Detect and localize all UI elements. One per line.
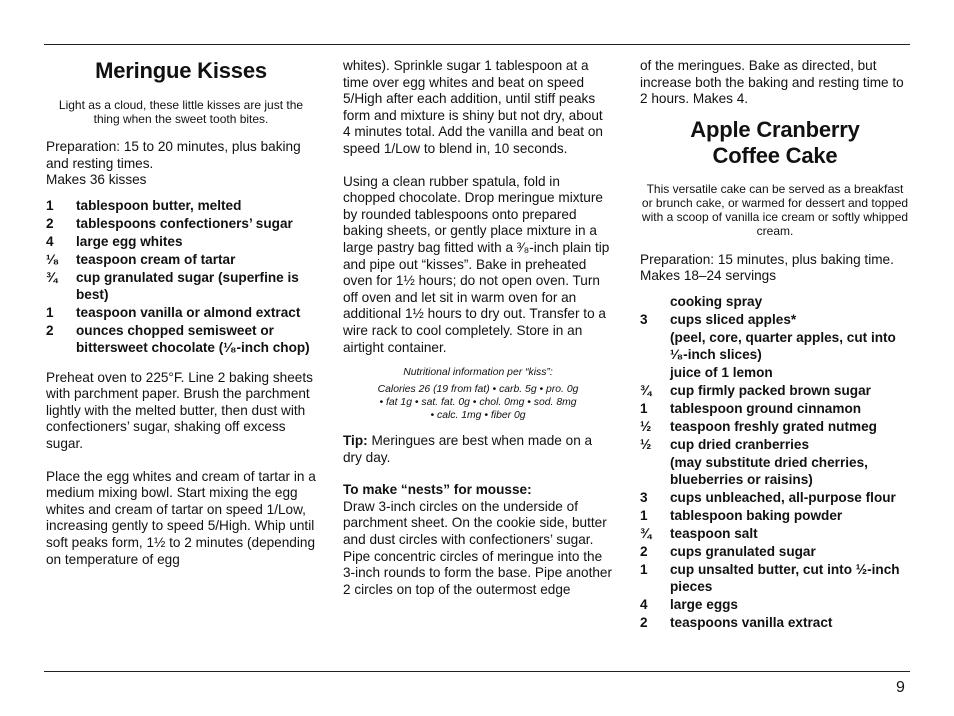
ingredient-item: 3 cups sliced apples*	[640, 312, 797, 328]
tip-text: Meringues are best when made on a dry day.	[343, 433, 593, 465]
nests-text: Draw 3-inch circles on the underside of parchment sheet. On the cookie side, butter and dust circles with confectioners’ sugar. Pipe concentric circles of meringue into the 3-inch rounds to form the base. Pipe another 2 circles on top of the outermost edge	[343, 498, 613, 597]
recipe-intro: Light as a cloud, these little kisses are just the thing when the sweet tooth bites.	[58, 98, 304, 126]
ingredient-item: 3 cups unbleached, all-purpose flour	[640, 490, 896, 505]
ingredient-item: 2 cups granulated sugar	[640, 544, 816, 560]
tip-label: Tip:	[343, 433, 368, 449]
recipe-title-meringue-kisses: Meringue Kisses	[95, 58, 267, 83]
ingredient-item: ¾ teaspoon salt	[640, 526, 758, 542]
recipe-intro: This versatile cake can be served as a breakfast or brunch cake, or warmed for dessert and topped with a scoop of vanilla ice cream or softly whipped cream.	[641, 181, 909, 238]
ingredient-list	[46, 198, 316, 356]
ingredient-item: ¾ cup firmly packed brown sugar	[640, 382, 871, 398]
instruction-paragraph: Place the egg whites and cream of tartar in a medium mixing bowl. Start mixing the egg whites and cream of tartar on speed 1/Low, increasing gently to speed 5/High. Whip until soft peaks form, 1½ to 2 minutes (depending on temperature of egg	[46, 468, 316, 567]
instruction-paragraph: whites). Sprinkle sugar 1 tablespoon at a time over egg whites and beat on speed 5/High after each addition, until stiff peaks form and mixture is shiny but not dry, about 4 minutes total. Add the vanilla and beat on speed 1/Low to blend in, 10 seconds.	[343, 58, 603, 156]
ingredient-item: cooking spray	[670, 293, 763, 309]
ingredient-item: 4 large eggs	[640, 597, 738, 613]
ingredient-list	[640, 294, 910, 632]
ingredient-item: (may substitute dried cherries, blueberries or raisins)	[670, 455, 868, 487]
ingredient-item: 1 teaspoon vanilla or almond extract	[46, 304, 301, 320]
page-number: 9	[896, 679, 905, 696]
instruction-paragraph: of the meringues. Bake as directed, but increase both the baking and resting time to 2 hours. Makes 4.	[640, 58, 904, 107]
instruction-paragraph: Preheat oven to 225°F. Line 2 baking sheets with parchment paper. Brush the parchment lightly with the melted butter, then dust with confectioners’ sugar, shaking off excess sugar.	[46, 369, 313, 451]
ingredient-item: (peel, core, quarter apples, cut into ¹⁄₈-inch slices)	[670, 330, 896, 362]
tip-paragraph	[343, 433, 613, 466]
nutrition-line: • fat 1g • sat. fat. 0g • chol. 0mg • sod. 8mg	[379, 397, 577, 409]
ingredient-item: ¾ cup granulated sugar (superfine is best)	[46, 270, 299, 302]
ingredient-item: 1 tablespoon butter, melted	[46, 197, 242, 213]
top-rule	[44, 44, 910, 45]
ingredient-item: 2 teaspoons vanilla extract	[640, 615, 833, 631]
column-3	[640, 58, 910, 633]
ingredient-item: ¹⁄₈ teaspoon cream of tartar	[46, 252, 236, 268]
prep-text: Preparation: 15 minutes, plus baking time. Makes 18–24 servings	[640, 251, 894, 284]
ingredient-item: ½ cup dried cranberries	[640, 437, 810, 453]
nutrition-line: • calc. 1mg • fiber 0g	[430, 410, 526, 422]
bottom-rule	[44, 671, 910, 672]
column-2	[343, 58, 613, 598]
recipe-title-apple-cranberry: Apple Cranberry Coffee Cake	[690, 116, 860, 168]
ingredient-item: 2 ounces chopped semisweet or bittersweet chocolate (¹⁄₈-inch chop)	[46, 322, 310, 355]
prep-text: Preparation: 15 to 20 minutes, plus baking and resting times.	[46, 139, 301, 171]
ingredient-item: 2 tablespoons confectioners’ sugar	[46, 215, 293, 231]
makes-text: Makes 36 kisses	[46, 172, 147, 188]
nutrition-line: Calories 26 (19 from fat) • carb. 5g • pro. 0g	[377, 384, 579, 396]
instruction-paragraph: Using a clean rubber spatula, fold in chopped chocolate. Drop meringue mixture by rounded tablespoons onto prepared baking sheets, or gently place mixture in a large pastry bag fitted with a ³⁄₈-inch plain tip and pipe out “kisses”. Bake in preheated oven for 1½ hours; do not open oven. Turn off oven and let sit in warm oven for an additional 1½ hours to dry out. Transfer to a wire rack to cool completely. Store in an airtight container.	[343, 173, 610, 355]
column-1	[46, 58, 316, 568]
ingredient-item: juice of 1 lemon	[670, 364, 773, 380]
ingredient-item: 4 large egg whites	[46, 233, 183, 249]
nests-heading: To make “nests” for mousse:	[343, 482, 532, 498]
ingredient-item: 1 tablespoon baking powder	[640, 508, 843, 524]
ingredient-item: ½ teaspoon freshly grated nutmeg	[640, 419, 877, 435]
nutrition-info	[343, 366, 613, 422]
nutrition-title: Nutritional information per “kiss”:	[403, 367, 553, 379]
ingredient-item: 1 cup unsalted butter, cut into ½-inch pieces	[640, 562, 900, 594]
ingredient-item: 1 tablespoon ground cinnamon	[640, 401, 862, 417]
